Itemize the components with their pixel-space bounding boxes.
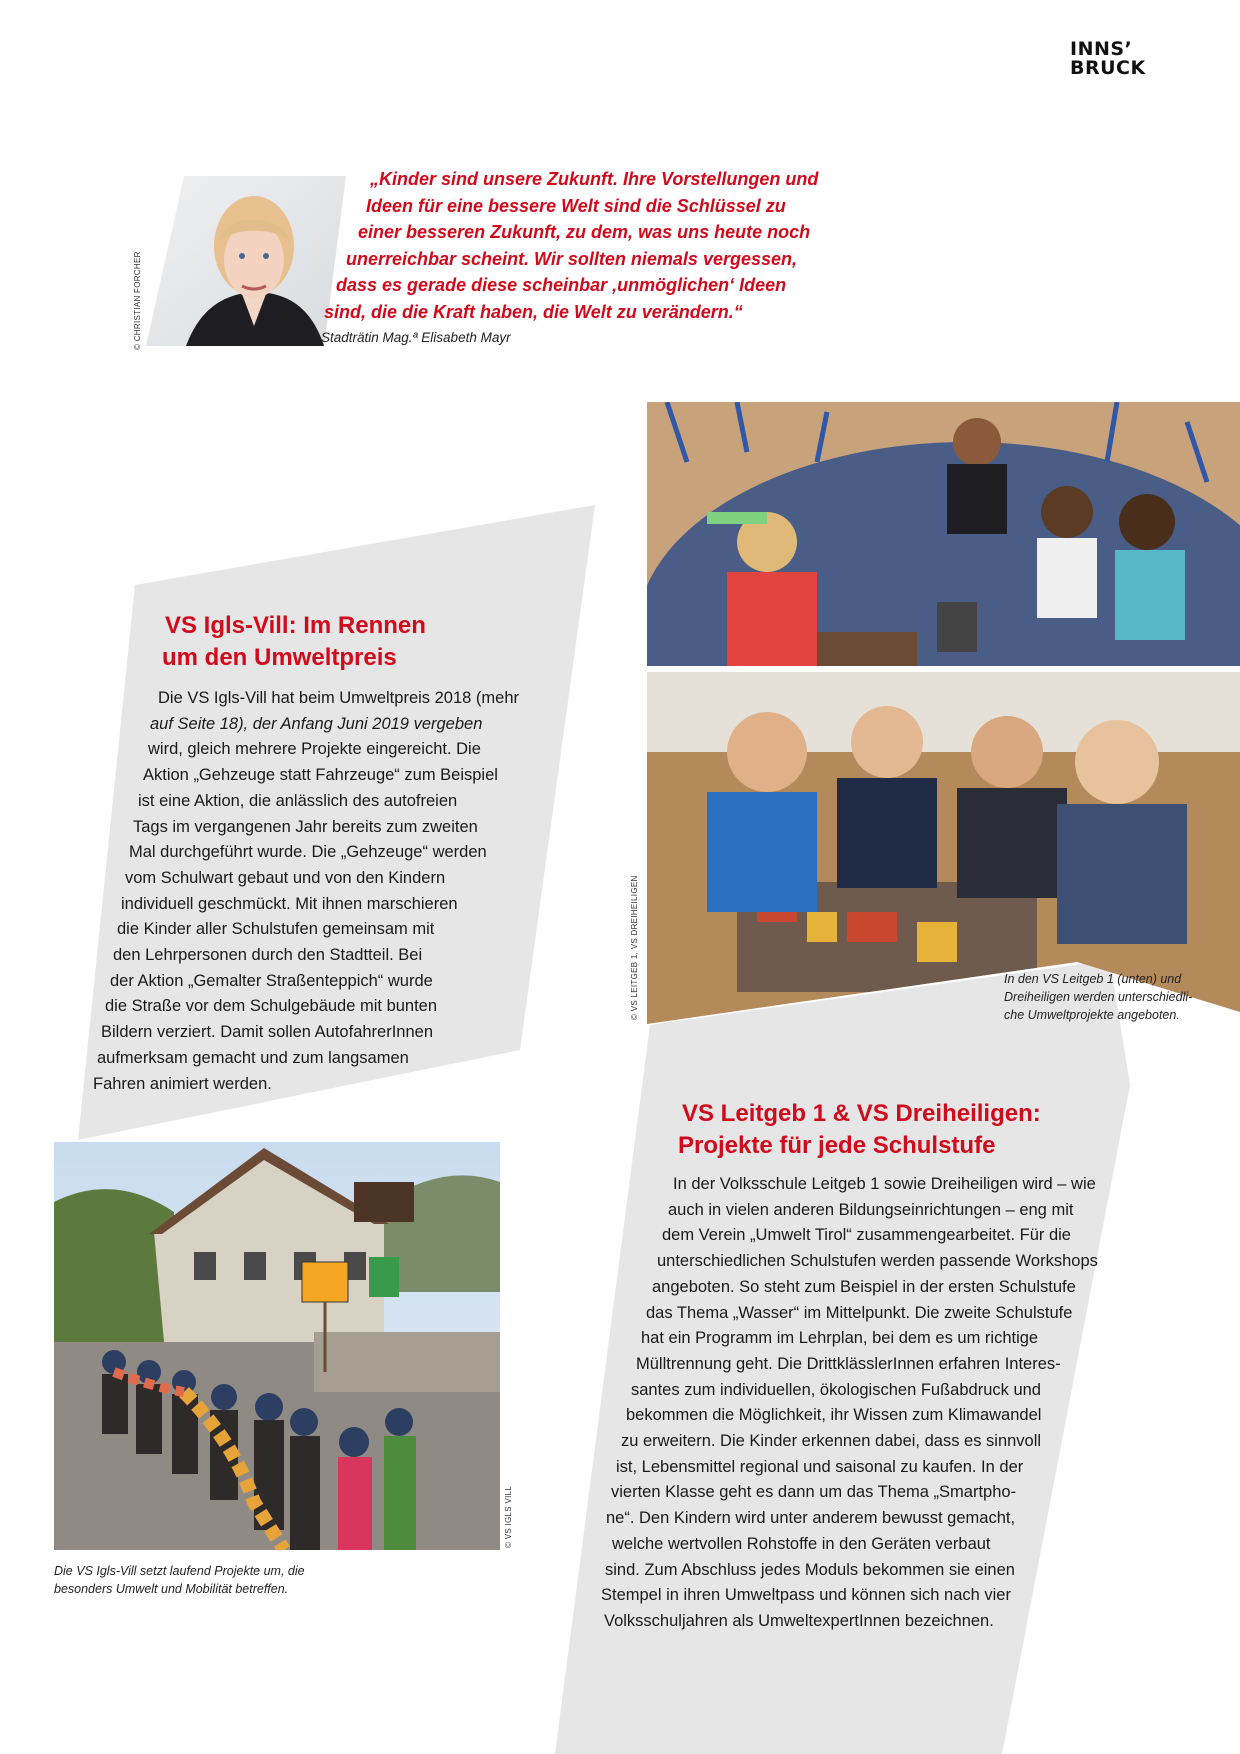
body-line: die Kinder aller Schulstufen gemeinsam mit [117,920,435,939]
body-line: Volksschuljahren als UmweltexpertInnen bezeichnen. [604,1611,994,1630]
caption-line: che Umweltprojekte angeboten. [1004,1008,1180,1022]
quote-line: dass es gerade diese scheinbar ‚unmöglichen‘ Ideen [336,275,787,295]
body-line: ist eine Aktion, die anlässlich des autofreien [138,791,458,810]
kids-photo-caption [1004,970,1192,1024]
section1-title [162,610,426,674]
body-line: vom Schulwart gebaut und von den Kindern [125,868,446,887]
body-line: vierten Klasse geht es dann um das Thema „Smartpho- [611,1483,1017,1502]
classroom-kids-photo [647,402,1240,666]
body-line: angeboten. So steht zum Beispiel in der ersten Schulstufe [652,1277,1076,1296]
body-line: Mal durchgeführt wurde. Die „Gehzeuge“ werden [129,843,487,862]
body-line: santes zum individuellen, ökologischen Fußabdruck und [631,1380,1041,1399]
body-line: dem Verein „Umwelt Tirol“ zusammengearbeitet. Für die [662,1226,1071,1245]
body-line: In der Volksschule Leitgeb 1 sowie Dreiheiligen wird – wie [673,1175,1096,1193]
body-line: zu erweitern. Die Kinder erkennen dabei, dass es sinnvoll [621,1432,1042,1451]
caption-line: In den VS Leitgeb 1 (unten) und [1004,972,1182,986]
body-line: unterschiedlichen Schulstufen werden passende Workshops [657,1252,1098,1271]
body-line: hat ein Programm im Lehrplan, bei dem es um richtige [641,1329,1039,1348]
body-line: sind. Zum Abschluss jedes Moduls bekommen sie einen [605,1560,1015,1579]
quote-line: Ideen für eine bessere Welt sind die Schlüssel zu [366,195,786,216]
body-line-text: Die VS Igls-Vill hat beim Umweltpreis 2018 (mehr [158,689,519,707]
body-line: auf Seite 18), der Anfang Juni 2019 vergeben [150,714,483,733]
body-line: das Thema „Wasser“ im Mittelpunkt. Die zweite Schulstufe [646,1303,1073,1322]
body-line: welche wertvollen Rohstoffe in den Geräten verbaut [612,1534,991,1553]
body-line: Mülltrennung geht. Die DrittklässlerInnen erfahren Interes- [636,1354,1061,1373]
quote-line: sind, die die Kraft haben, die Welt zu verändern.“ [324,301,743,322]
section1-body [0,686,580,1097]
body-line [158,686,580,712]
body-line: die Straße vor dem Schulgebäude mit bunten [105,997,438,1016]
logo-line-2: BRUCK [1070,57,1146,79]
section1-title-line: um den Umweltpreis [162,644,397,671]
caption-line: Die VS Igls-Vill setzt laufend Projekte um, die [54,1564,305,1578]
innsbruck-logo [1070,40,1146,78]
body-line: Tags im vergangenen Jahr bereits zum zweiten [133,817,478,836]
quote-line: einer besseren Zukunft, zu dem, was uns heute noch [358,222,811,242]
section1-title-line: VS Igls-Vill: Im Rennen [165,612,426,639]
section2-body [0,1172,1240,1635]
pull-quote [318,166,838,325]
body-line: Bildern verziert. Damit sollen AutofahrerInnen [101,1023,433,1042]
boys-photo-credit: © VS LEITGEB 1, VS DREIHEILIGEN [630,875,639,1020]
logo-line-1: INNS’ [1070,38,1133,60]
body-line: wird, gleich mehrere Projekte eingereicht. Die [148,740,481,759]
body-line: Stempel in ihren Umweltpass und können sich nach vier [601,1586,1011,1605]
section2-title-line: Projekte für jede Schulstufe [678,1132,996,1159]
section2-title [678,1098,1041,1162]
body-line: aufmerksam gemacht und zum langsamen [97,1048,409,1067]
caption-line: Dreiheiligen werden unterschiedli- [1004,990,1193,1004]
body-line: auch in vielen anderen Bildungseinrichtungen – eng mit [668,1200,1074,1219]
body-line: bekommen die Möglichkeit, ihr Wissen zum Klimawandel [626,1406,1042,1425]
body-line: Aktion „Gehzeuge statt Fahrzeuge“ zum Beispiel [143,766,498,785]
portrait-photo [146,176,346,346]
body-line: den Lehrpersonen durch den Stadtteil. Bei [113,946,423,965]
quote-line: „Kinder sind unsere Zukunft. Ihre Vorstellungen und [370,169,819,189]
quote-line: unerreichbar scheint. Wir sollten niemals vergessen, [346,248,798,269]
quote-author: Stadträtin Mag.ª Elisabeth Mayr [321,330,511,345]
street-photo-credit: © VS IGLS VILL [504,1485,513,1548]
body-line: Fahren animiert werden. [93,1074,272,1093]
body-line: individuell geschmückt. Mit ihnen marschieren [121,894,458,913]
portrait-photo-credit: © CHRISTIAN FORCHER [133,251,142,350]
body-line: der Aktion „Gemalter Straßenteppich“ wurde [110,971,433,990]
body-line: ne“. Den Kindern wird unter anderem bewusst gemacht, [606,1509,1016,1528]
body-line: ist, Lebensmittel regional und saisonal zu kaufen. In der [616,1457,1024,1476]
caption-line: besonders Umwelt und Mobilität betreffen. [54,1582,289,1596]
section2-title-line: VS Leitgeb 1 & VS Dreiheiligen: [682,1100,1041,1127]
